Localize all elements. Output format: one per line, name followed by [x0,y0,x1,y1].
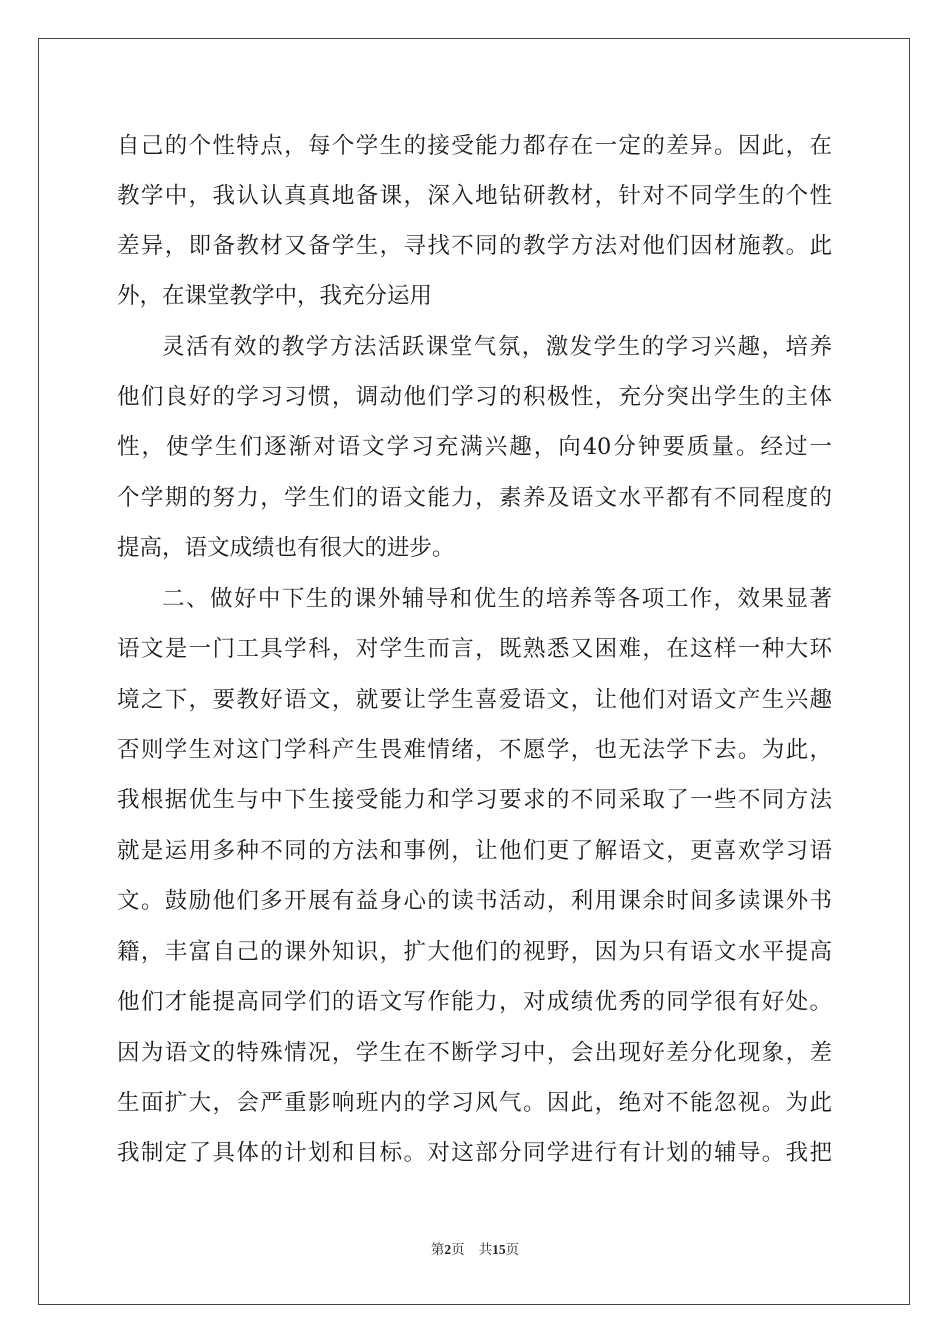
text-line: 提高，语文成绩也有很大的进步。 [117,535,455,561]
page-number-prefix: 第 [430,1242,445,1258]
text-line: 性，使学生们逐渐对语文学习充满兴趣，向40分钟要质量。经过一 [117,434,832,460]
text-line: 生面扩大，会严重影响班内的学习风气。因此，绝对不能忽视。为此 [117,1090,832,1116]
page-number-suffix: 页 [451,1242,465,1258]
page-footer [0,1238,950,1258]
text-line: 差异，即备教材又备学生，寻找不同的教学方法对他们因材施教。此 [117,233,832,259]
total-pages-number: 15 [492,1242,506,1257]
text-line: 境之下，要教好语文，就要让学生喜爱语文，让他们对语文产生兴趣 [117,687,832,713]
text-line: 否则学生对这门学科产生畏难情绪，不愿学，也无法学下去。为此， [117,737,832,763]
text-line: 籍，丰富自己的课外知识，扩大他们的视野，因为只有语文水平提高 [117,939,832,965]
current-page-number: 2 [444,1242,452,1257]
total-pages-prefix: 共 [478,1242,493,1258]
section-heading-line: 二、做好中下生的课外辅导和优生的培养等各项工作，效果显著 [162,586,832,612]
text-line: 文。鼓励他们多开展有益身心的读书活动，利用课余时间多读课外书 [117,888,832,914]
text-line: 自己的个性特点，每个学生的接受能力都存在一定的差异。因此，在 [117,133,832,159]
text-line: 个学期的努力，学生们的语文能力，素养及语文水平都有不同程度的 [117,485,832,511]
text-line: 就是运用多种不同的方法和事例，让他们更了解语文，更喜欢学习语 [117,838,832,864]
text-line: 他们良好的学习习惯，调动他们学习的积极性，充分突出学生的主体 [117,384,832,410]
text-line: 我根据优生与中下生接受能力和学习要求的不同采取了一些不同方法 [117,787,832,813]
paragraph-first-line: 灵活有效的教学方法活跃课堂气氛，激发学生的学习兴趣，培养 [162,334,832,360]
text-line: 因为语文的特殊情况，学生在不断学习中，会出现好差分化现象，差 [117,1040,832,1066]
text-line: 他们才能提高同学们的语文写作能力，对成绩优秀的同学很有好处。 [117,989,832,1015]
text-line: 教学中，我认认真真地备课，深入地钻研教材，针对不同学生的个性 [117,183,832,209]
text-line: 我制定了具体的计划和目标。对这部分同学进行有计划的辅导。我把 [117,1140,832,1166]
total-pages-suffix: 页 [505,1242,520,1258]
text-line: 语文是一门工具学科，对学生而言，既熟悉又困难，在这样一种大环 [117,636,832,662]
text-line: 外，在课堂教学中，我充分运用 [117,283,433,309]
